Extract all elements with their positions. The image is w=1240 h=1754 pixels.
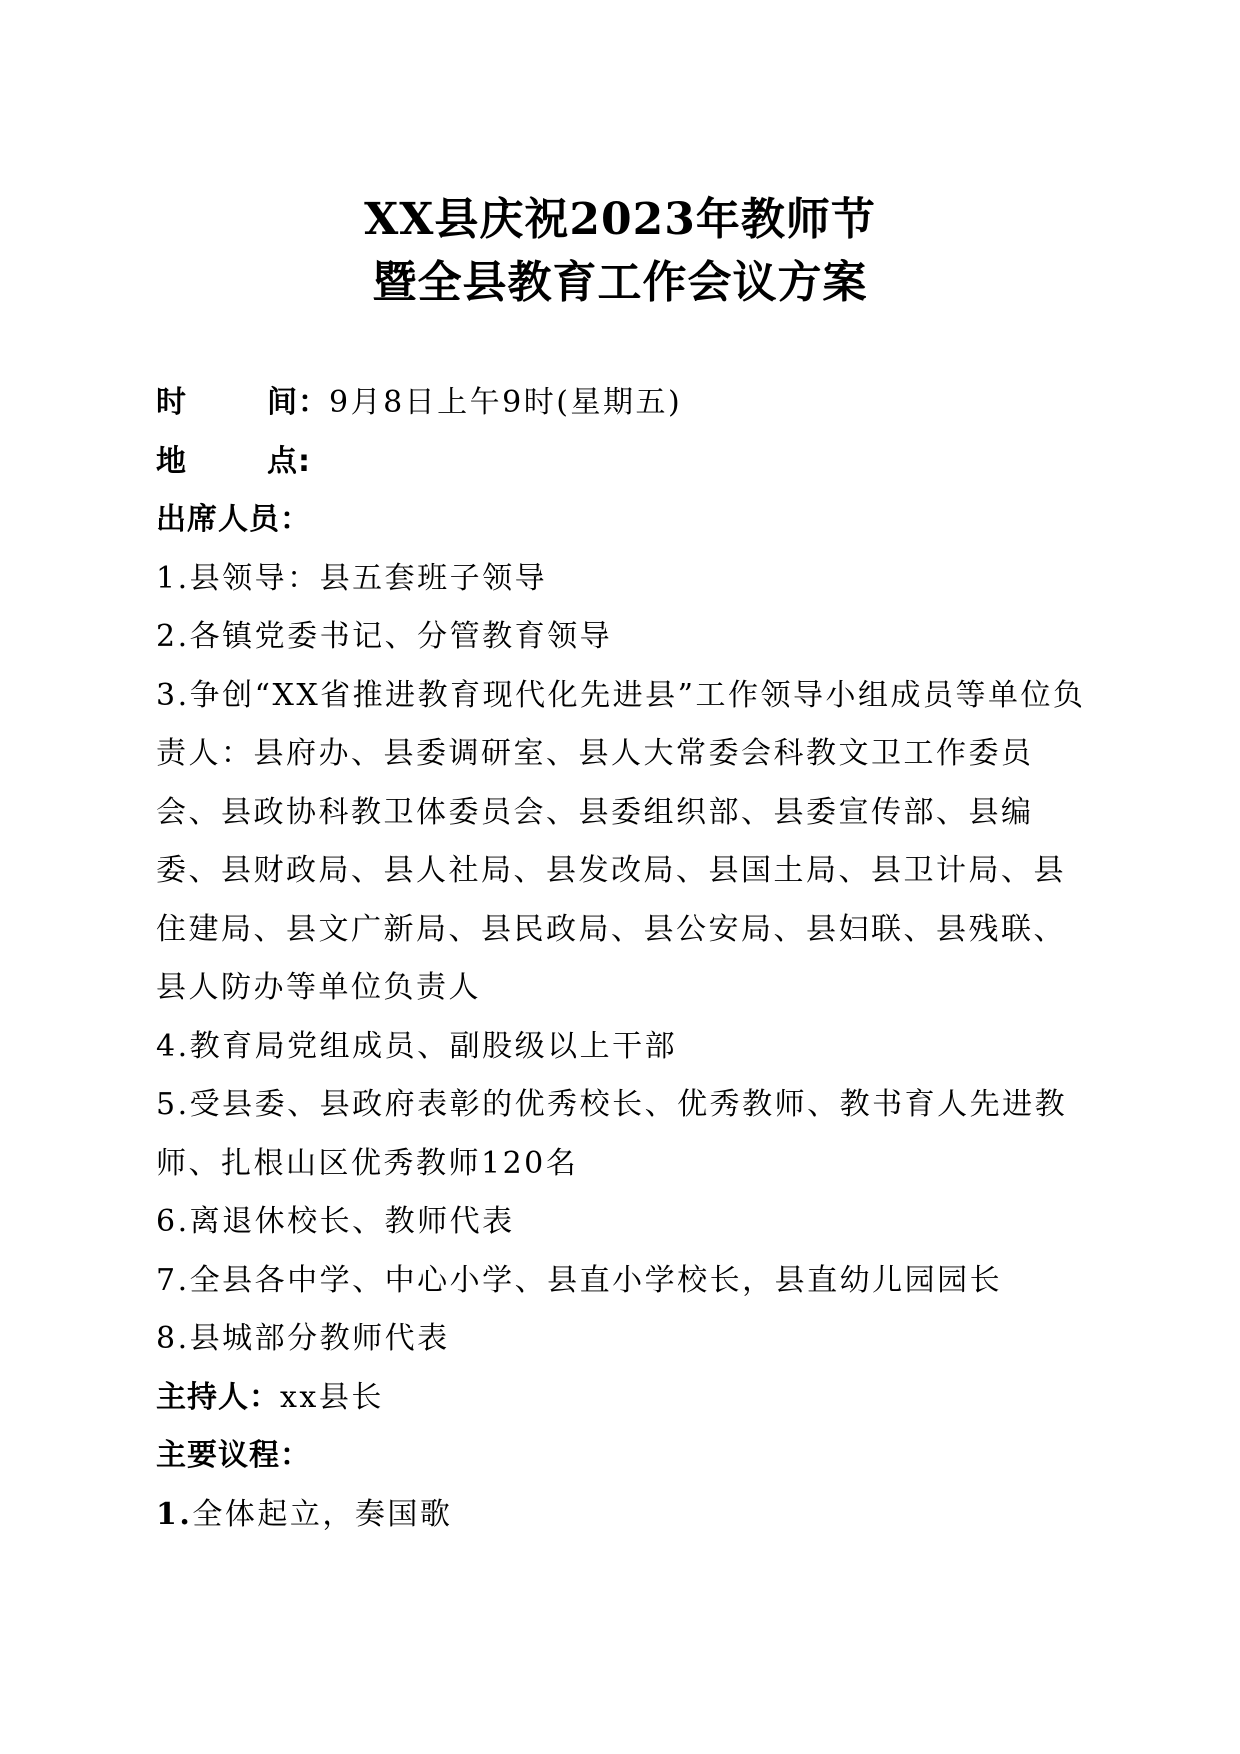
document-title-line-1: XX县庆祝2023年教师节: [364, 194, 876, 245]
attendee-item: 1.县领导：县五套班子领导: [156, 560, 548, 596]
attendees-label: 出席人员：: [156, 502, 311, 537]
time-label-a: 时: [156, 385, 187, 420]
agenda-item: [156, 1486, 1091, 1545]
host-line: [156, 1369, 1091, 1428]
host-label: 主持人：: [156, 1379, 280, 1415]
attendee-item: 2.各镇党委书记、分管教育领导: [156, 619, 613, 654]
agenda-item-number: 1.: [156, 1496, 193, 1532]
place-line: [156, 433, 1091, 492]
place-label-a: 地: [156, 443, 187, 479]
document-title-line-2: 暨全县教育工作会议方案: [372, 257, 868, 308]
time-line: [156, 374, 1091, 433]
agenda-label: 主要议程：: [156, 1438, 311, 1473]
agenda-item-text: 全体起立，奏国歌: [192, 1496, 453, 1532]
time-value: 9月8日上午9时(星期五): [329, 385, 683, 420]
attendee-item: 6.离退休校长、教师代表: [156, 1204, 515, 1239]
attendee-item: 4.教育局党组成员、副股级以上干部: [156, 1028, 678, 1064]
place-label-b: 点:: [267, 443, 311, 479]
attendee-item: 7.全县各中学、中心小学、县直小学校长，县直幼儿园园长: [156, 1262, 1003, 1298]
attendee-item: 5.受县委、县政府表彰的优秀校长、优秀教师、教书育人先进教师、扎根山区优秀教师120名: [156, 1087, 1068, 1181]
attendee-item: 8.县城部分教师代表: [156, 1321, 450, 1356]
document-body: [156, 374, 1091, 1544]
attendee-item: 3.争创“XX省推进教育现代化先进县”工作领导小组成员等单位负责人：县府办、县委调研室、县人大常委会科教文卫工作委员会、县政协科教卫体委员会、县委组织部、县委宣传部、县编委、县财政局、县人社局、县发改局、县国土局、县卫计局、县住建局、县文广新局、县民政局、县公安局、县妇联、县残联、县人防办等单位负责人: [156, 677, 1086, 1005]
host-value: xx县长: [280, 1379, 384, 1415]
time-label-b: 间：: [267, 385, 329, 420]
